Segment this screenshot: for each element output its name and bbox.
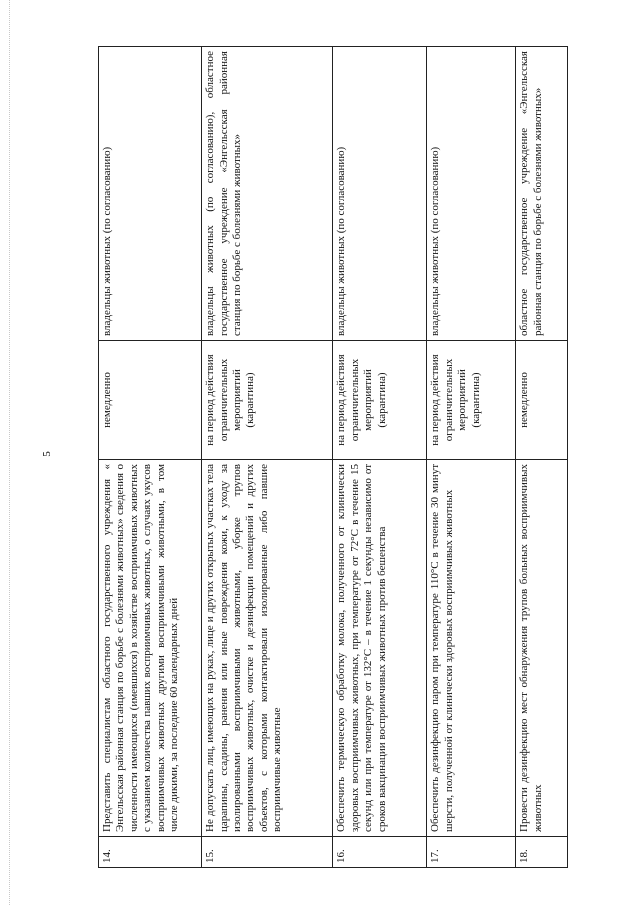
row-responsible: владельцы животных (по согласованию) xyxy=(333,47,427,341)
row-number: 17. xyxy=(427,837,516,868)
row-action: Провести дезинфекцию мест обнаружения трупов больных восприимчивых животных xyxy=(516,460,568,837)
table-row xyxy=(333,47,427,868)
table-row xyxy=(427,47,516,868)
row-action: Обеспечить дезинфекцию паром при температуре 110°С в течение 30 минут шерсти, полученной от клинически здоровых восприимчивых животных xyxy=(427,460,516,837)
row-number: 15. xyxy=(202,837,333,868)
row-action: Представить специалистам областного государственного учреждения « Энгельсская районная станция по борьбе с болезнями животных» сведения о численности имеющихся (имевшихся) в хозяйстве восприимчивых животных с указанием количества павших восприимчивых животных, о случаях укусов восприимчивых животных другими восприимчивыми животными, в том числе дикими, за последние 60 календарных дней xyxy=(99,460,202,837)
row-responsible: владельцы животных (по согласованию) xyxy=(99,47,202,341)
table-row xyxy=(202,47,333,868)
row-number: 18. xyxy=(516,837,568,868)
table-row xyxy=(516,47,568,868)
rotated-table-container xyxy=(98,46,568,868)
scan-edge-line xyxy=(9,0,10,905)
row-responsible: владельцы животных (по согласованию) xyxy=(427,47,516,341)
measures-table xyxy=(98,46,568,868)
row-term: на период действия ограничительных мероприятий (карантина) xyxy=(202,341,333,460)
row-responsible: областное государственное учреждение «Энгельсская районная станция по борьбе с болезнями животных» xyxy=(516,47,568,341)
row-term: на период действия ограничительных мероприятий (карантина) xyxy=(427,341,516,460)
table-row xyxy=(99,47,202,868)
row-action: Обеспечить термическую обработку молока, полученного от клинически здоровых восприимчивых животных, при температуре от 72°С в течение 15 секунд или при температуре от 132°С – в течение 1 секунды независимо от сроков вакцинации восприимчивых животных против бешенства xyxy=(333,460,427,837)
row-action: Не допускать лиц, имеющих на руках, лице и других открытых участках тела царапины, ссадины, ранения или иные повреждения кожи, к уходу за изолированными восприимчивыми животными, уборке трупов восприимчивых животных, очистке и дезинфекции помещений и других объектов, с которыми контактировали изолированные либо павшие восприимчивые животные xyxy=(202,460,333,837)
row-term: немедленно xyxy=(99,341,202,460)
row-term: немедленно xyxy=(516,341,568,460)
row-number: 16. xyxy=(333,837,427,868)
row-number: 14. xyxy=(99,837,202,868)
page-number: 5 xyxy=(40,451,53,457)
row-responsible: владельцы животных (по согласованию), областное государственное учреждение «Энгельсская районная станция по борьбе с болезнями животных» xyxy=(202,47,333,341)
row-term: на период действия ограничительных мероприятий (карантина) xyxy=(333,341,427,460)
